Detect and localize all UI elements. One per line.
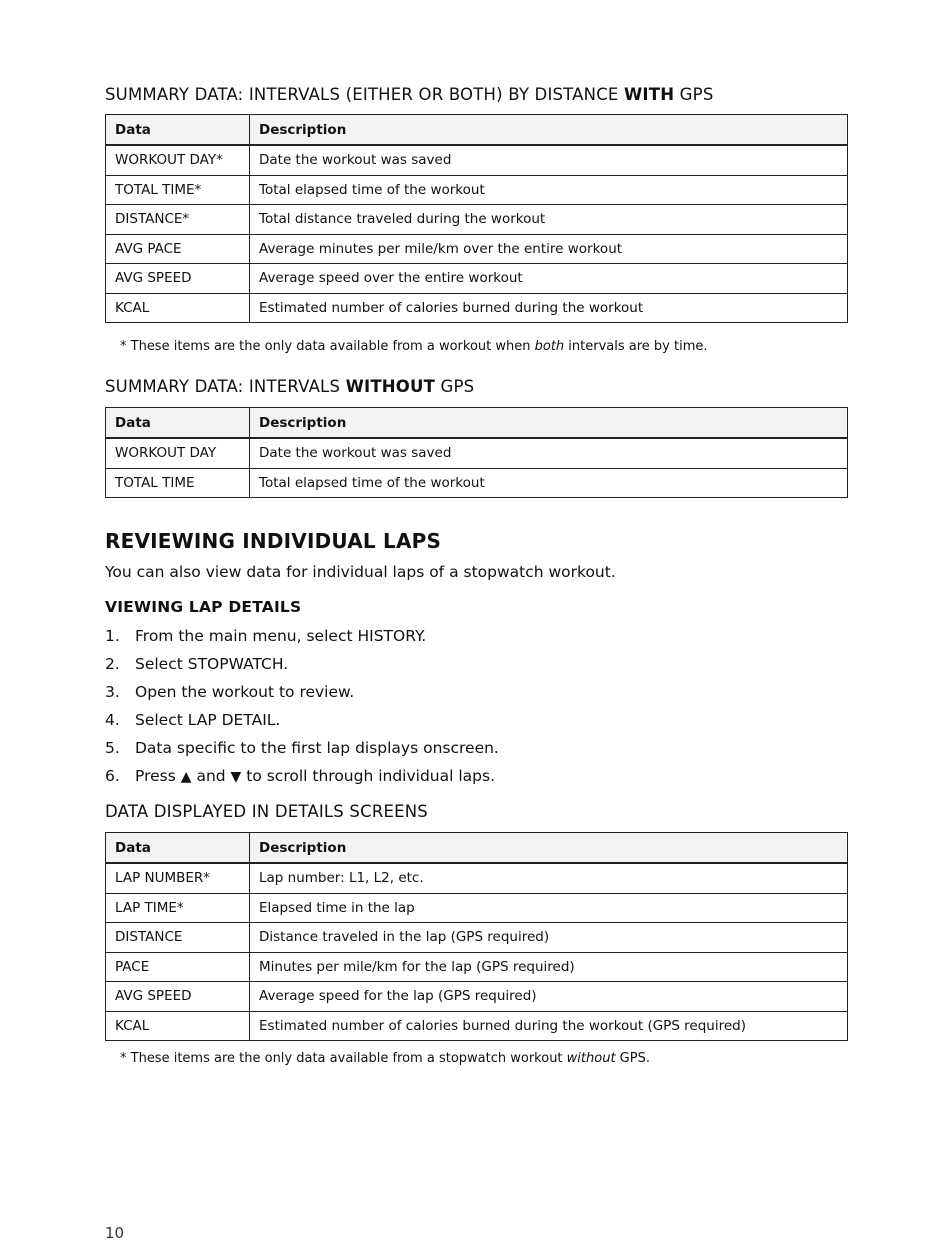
step-text: Select STOPWATCH.	[135, 655, 289, 673]
table-row	[106, 293, 848, 323]
column-header-data: Data	[106, 408, 250, 439]
list-item	[105, 622, 499, 650]
column-header-description: Description	[250, 115, 848, 146]
down-arrow-icon: ▼	[230, 769, 242, 785]
table-header-row	[106, 115, 848, 146]
data-cell: PACE	[106, 952, 250, 982]
list-item	[105, 678, 499, 706]
description-cell: Average speed for the lap (GPS required)	[250, 982, 848, 1012]
data-cell: LAP NUMBER*	[106, 863, 250, 893]
page-number: 10	[105, 1224, 125, 1242]
footnote-without-gps: * These items are the only data available from a stopwatch workout without GPS.	[120, 1051, 650, 1066]
section-heading-with-gps: SUMMARY DATA: INTERVALS (EITHER OR BOTH) BY DISTANCE WITH GPS	[105, 85, 714, 104]
table-row	[106, 468, 848, 498]
step-text: Open the workout to review.	[135, 683, 355, 701]
step-text: From the main menu, select HISTORY.	[135, 627, 427, 645]
description-cell: Date the workout was saved	[250, 145, 848, 175]
step-text: Data specific to the first lap displays onscreen.	[135, 739, 499, 757]
data-cell: WORKOUT DAY*	[106, 145, 250, 175]
description-cell: Average minutes per mile/km over the entire workout	[250, 234, 848, 264]
table-row	[106, 145, 848, 175]
description-cell: Total elapsed time of the workout	[250, 468, 848, 498]
step-number: 3.	[105, 683, 120, 701]
data-cell: TOTAL TIME	[106, 468, 250, 498]
table-row	[106, 863, 848, 893]
step-text: Press ▲ and ▼ to scroll through individual laps.	[135, 767, 496, 785]
up-arrow-icon: ▲	[180, 769, 192, 785]
description-cell: Lap number: L1, L2, etc.	[250, 863, 848, 893]
data-cell: LAP TIME*	[106, 893, 250, 923]
list-item	[105, 762, 499, 790]
description-cell: Total elapsed time of the workout	[250, 175, 848, 205]
details-screens-heading: DATA DISPLAYED IN DETAILS SCREENS	[105, 802, 428, 821]
table-row	[106, 264, 848, 294]
column-header-description: Description	[250, 408, 848, 439]
column-header-data: Data	[106, 115, 250, 146]
table-row	[106, 952, 848, 982]
step-number: 5.	[105, 739, 120, 757]
table-row	[106, 205, 848, 235]
data-cell: AVG PACE	[106, 234, 250, 264]
list-item	[105, 734, 499, 762]
summary-with-gps-table	[105, 114, 848, 323]
lap-steps-list	[105, 622, 499, 790]
table-row	[106, 923, 848, 953]
table-row	[106, 438, 848, 468]
table-row	[106, 982, 848, 1012]
table-header-row	[106, 833, 848, 864]
summary-without-gps-table	[105, 407, 848, 498]
data-cell: AVG SPEED	[106, 982, 250, 1012]
step-number: 1.	[105, 627, 120, 645]
column-header-description: Description	[250, 833, 848, 864]
data-cell: WORKOUT DAY	[106, 438, 250, 468]
step-number: 4.	[105, 711, 120, 729]
description-cell: Estimated number of calories burned during the workout (GPS required)	[250, 1011, 848, 1041]
data-cell: TOTAL TIME*	[106, 175, 250, 205]
list-item	[105, 706, 499, 734]
table-row	[106, 893, 848, 923]
step-number: 2.	[105, 655, 120, 673]
table-row	[106, 175, 848, 205]
step-text: Select LAP DETAIL.	[135, 711, 281, 729]
section-heading-without-gps: SUMMARY DATA: INTERVALS WITHOUT GPS	[105, 377, 475, 396]
viewing-lap-details-title: VIEWING LAP DETAILS	[105, 598, 302, 616]
data-cell: AVG SPEED	[106, 264, 250, 294]
lap-details-table	[105, 832, 848, 1041]
data-cell: DISTANCE	[106, 923, 250, 953]
description-cell: Estimated number of calories burned during the workout	[250, 293, 848, 323]
description-cell: Date the workout was saved	[250, 438, 848, 468]
data-cell: DISTANCE*	[106, 205, 250, 235]
step-number: 6.	[105, 767, 120, 785]
description-cell: Elapsed time in the lap	[250, 893, 848, 923]
table-row	[106, 1011, 848, 1041]
data-cell: KCAL	[106, 1011, 250, 1041]
data-cell: KCAL	[106, 293, 250, 323]
description-cell: Minutes per mile/km for the lap (GPS required)	[250, 952, 848, 982]
column-header-data: Data	[106, 833, 250, 864]
reviewing-laps-intro: You can also view data for individual laps of a stopwatch workout.	[105, 563, 616, 581]
reviewing-laps-title: REVIEWING INDIVIDUAL LAPS	[105, 529, 442, 553]
table-row	[106, 234, 848, 264]
description-cell: Average speed over the entire workout	[250, 264, 848, 294]
description-cell: Distance traveled in the lap (GPS required)	[250, 923, 848, 953]
list-item	[105, 650, 499, 678]
footnote-both-intervals: * These items are the only data available from a workout when both intervals are by time.	[120, 339, 708, 354]
description-cell: Total distance traveled during the workout	[250, 205, 848, 235]
table-header-row	[106, 408, 848, 439]
